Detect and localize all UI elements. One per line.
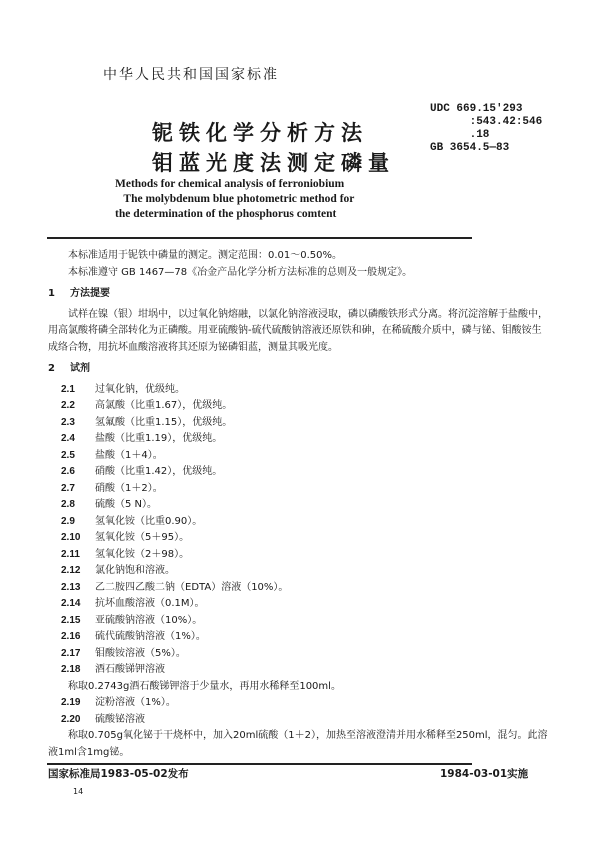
section-title: 试剂 [70,363,90,374]
reagent-text: 硫酸（5 N）。 [95,499,158,510]
reagent-item [48,547,548,564]
intro-scope: 本标准适用于铌铁中磷量的测定。测定范围：0.01～0.50%。 [68,250,343,261]
reagent-number: 2.16 [61,631,81,642]
reagent-item [48,514,548,531]
reagent-item [48,646,548,663]
reagent-text: 氢氟酸（比重1.15），优级纯。 [95,416,233,428]
section-number: 2 [48,363,55,374]
udc-block [430,103,542,155]
reagent-text: 过氧化钠，优级纯。 [95,383,185,395]
reagent-text: 氢氧化铵（2＋98）。 [95,548,190,560]
reagent-number: 2.2 [61,400,75,411]
reagent-detail: 称取0.705g氧化铋于干烧杯中，加入20ml硫酸（1＋2），加热至溶液澄清并用水稀释至250ml，混匀。此溶液1ml含1mg铋。 [48,730,548,758]
reagent-number: 2.10 [61,532,81,543]
reagent-text: 硫代硫酸钠溶液（1%）。 [95,631,206,642]
title-en-line3: the determination of the phosphorus comtent [115,208,337,220]
reagent-number: 2.7 [61,482,75,494]
issuer-heading: 中华人民共和国国家标准 [103,67,279,83]
udc-line3: .18 [430,129,490,141]
reagent-item [48,398,548,415]
section-title: 方法提要 [70,288,110,299]
reagent-item [48,629,548,646]
reagent-number: 2.17 [61,647,81,659]
reagent-item [48,497,548,514]
reagent-item [48,613,548,630]
section-text: 试样在镍（银）坩埚中，以过氧化钠熔融，以氯化钠溶液浸取，磷以磷酸铁形式分离。将沉淀溶解于盐酸中，用高氯酸将磷全部转化为正磷酸。用亚硫酸钠-硫代硫酸钠溶液还原铁和砷，在稀硫酸介质中，磷与铋、钼酸铵生成络合物，用抗坏血酸溶液将其还原为铋磷钼蓝，测量其吸光度。 [48,308,548,353]
reagent-item [48,382,548,399]
reagent-text: 硝酸（比重1.42），优级纯。 [95,466,223,477]
reagent-text: 抗坏血酸溶液（0.1M）。 [95,598,205,609]
reagent-number: 2.15 [61,614,81,626]
reagent-text: 淀粉溶液（1%）。 [95,697,176,708]
reagent-item [48,431,548,448]
intro-compliance: 本标准遵守 GB 1467—78《冶金产品化学分析方法标准的总则及一般规定》。 [68,266,413,278]
effective-date: 1984-03-01实施 [440,768,529,780]
reagent-text: 氢氧化铵（5＋95）。 [95,532,190,543]
reagent-item [48,596,548,613]
page-number: 14 [73,787,84,796]
udc-line1: UDC 669.15'293 [430,103,523,115]
title-en-line1: Methods for chemical analysis of ferroniobium [115,178,345,190]
reagent-text: 乙二胺四乙酸二钠（EDTA）溶液（10%）。 [95,581,289,593]
reagent-text: 氢氧化铵（比重0.90）。 [95,515,203,527]
reagent-number: 2.18 [61,664,81,675]
reagent-item [48,712,548,729]
reagent-number: 2.4 [61,433,75,444]
issue-date: 国家标准局1983-05-02发布 [48,768,189,780]
reagent-number: 2.9 [61,515,75,527]
reagent-number: 2.11 [61,548,80,560]
section-heading [48,361,548,378]
standard-number: GB 3654.5—83 [430,142,510,154]
reagent-item [48,662,548,679]
reagent-item [48,580,548,597]
reagent-text: 硝酸（1＋2）。 [95,482,163,494]
reagent-text: 酒石酸锑钾溶液 [95,664,165,675]
title-cn-line1: 铌铁化学分析方法 [152,121,368,145]
reagent-item [48,530,548,547]
reagent-text: 高氯酸（比重1.67），优级纯。 [95,400,233,411]
reagent-text: 亚硫酸钠溶液（10%）。 [95,614,203,626]
reagent-number: 2.5 [61,449,75,461]
reagent-text: 氯化钠饱和溶液。 [95,565,175,576]
reagent-text: 硫酸铋溶液 [95,713,145,725]
reagent-item [48,464,548,481]
reagent-number: 2.19 [61,697,81,708]
section-heading [48,286,548,303]
reagent-number: 2.12 [61,565,81,576]
reagent-item [48,563,548,580]
reagent-number: 2.1 [61,383,75,395]
reagent-number: 2.6 [61,466,75,477]
reagent-number: 2.20 [61,713,81,725]
reagent-text: 钼酸铵溶液（5%）。 [95,647,186,659]
reagent-text: 盐酸（比重1.19），优级纯。 [95,433,223,444]
title-en-line2: The molybdenum blue photometric method for [115,193,355,205]
reagent-item [48,448,548,465]
document-body [48,248,548,761]
reagent-detail: 称取0.2743g酒石酸锑钾溶于少量水，再用水稀释至100ml。 [68,680,341,692]
reagent-item [48,481,548,498]
reagent-item [48,415,548,432]
bottom-divider [47,763,472,765]
udc-line2: :543.42:546 [430,116,543,128]
reagent-number: 2.8 [61,499,75,510]
reagent-number: 2.13 [61,581,81,593]
reagent-item [48,695,548,712]
title-en [115,177,354,222]
title-cn-line2: 钼蓝光度法测定磷量 [152,151,395,175]
top-divider [47,237,472,239]
reagent-text: 盐酸（1＋4）。 [95,449,163,461]
reagent-number: 2.3 [61,416,75,428]
section-number: 1 [48,288,55,299]
reagent-number: 2.14 [61,598,81,609]
reagent-list [48,382,548,762]
